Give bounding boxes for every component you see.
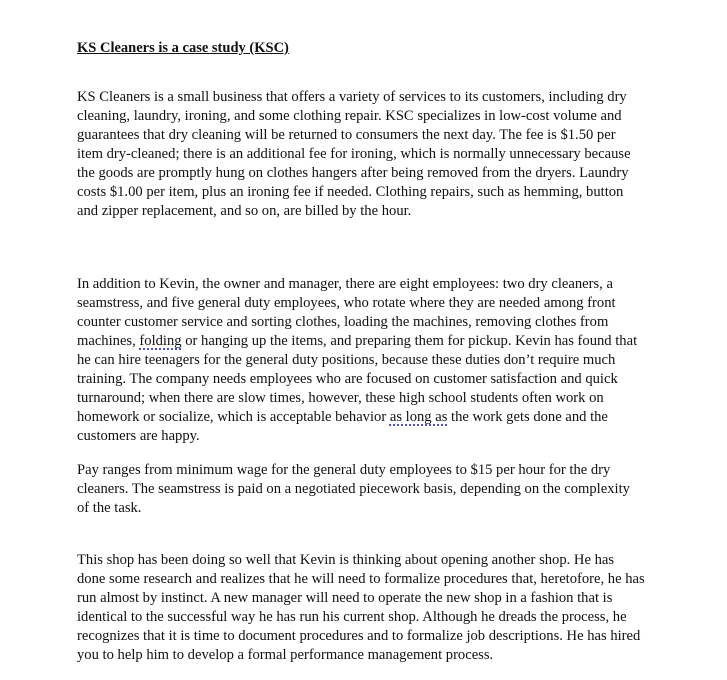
text-segment: customers are happy.	[77, 428, 200, 444]
text-segment: the work gets done and the	[447, 409, 608, 425]
text-line	[77, 499, 630, 518]
text-line	[77, 164, 631, 183]
text-line	[77, 313, 637, 332]
text-segment: counter customer service and sorting clothes, loading the machines, removing clothes from	[77, 314, 609, 330]
paragraph-expansion	[77, 551, 645, 665]
text-line	[77, 107, 631, 126]
text-segment: run almost by instinct. A new manager will need to operate the new shop in a fashion that is	[77, 590, 613, 606]
text-line	[77, 408, 637, 427]
document-title: KS Cleaners is a case study (KSC)	[77, 40, 289, 56]
text-line	[77, 480, 630, 499]
text-segment: turnaround; when there are slow times, however, these high school students often work on	[77, 390, 604, 406]
text-line	[77, 589, 645, 608]
text-line	[77, 427, 637, 446]
text-segment: and zipper replacement, and so on, are billed by the hour.	[77, 203, 412, 219]
text-segment: homework or socialize, which is acceptable behavior	[77, 409, 390, 425]
paragraph-employees	[77, 275, 637, 446]
text-line	[77, 570, 645, 589]
text-line	[77, 389, 637, 408]
spellcheck-flagged-text[interactable]: folding	[139, 333, 182, 349]
text-line	[77, 145, 631, 164]
text-line	[77, 608, 645, 627]
text-line	[77, 551, 645, 570]
text-line	[77, 275, 637, 294]
text-line	[77, 88, 631, 107]
text-segment: you to help him to develop a formal performance management process.	[77, 647, 494, 663]
text-segment: item dry-cleaned; there is an additional fee for ironing, which is normally unnecessary because	[77, 146, 631, 162]
text-segment: KS Cleaners is a small business that offers a variety of services to its customers, including dry	[77, 89, 627, 105]
spellcheck-flagged-text[interactable]: as long as	[389, 409, 448, 425]
paragraph-pay	[77, 461, 630, 518]
text-line	[77, 370, 637, 389]
text-segment: This shop has been doing so well that Kevin is thinking about opening another shop. He has	[77, 552, 615, 568]
text-line	[77, 351, 637, 370]
text-segment: recognizes that it is time to document procedures and to formalize job descriptions. He has hired	[77, 628, 641, 644]
text-segment: training. The company needs employees who are focused on customer satisfaction and quick	[77, 371, 618, 387]
text-segment: identical to the successful way he has run his current shop. Although he dreads the process, he	[77, 609, 627, 625]
text-segment: seamstress, and five general duty employees, who rotate where they are needed among front	[77, 295, 616, 311]
paragraph-services	[77, 88, 631, 221]
text-line	[77, 183, 631, 202]
text-line	[77, 294, 637, 313]
text-segment: cleaners. The seamstress is paid on a negotiated piecework basis, depending on the complexity	[77, 481, 630, 497]
text-line	[77, 646, 645, 665]
text-segment: he can hire teenagers for the general duty positions, because these duties don’t require much	[77, 352, 616, 368]
text-segment: In addition to Kevin, the owner and manager, there are eight employees: two dry cleaners, a	[77, 276, 613, 292]
text-line	[77, 126, 631, 145]
text-segment: machines,	[77, 333, 140, 349]
text-segment: guarantees that dry cleaning will be returned to consumers the next day. The fee is $1.50 per	[77, 127, 616, 143]
text-line	[77, 332, 637, 351]
text-segment: costs $1.00 per item, plus an ironing fee if needed. Clothing repairs, such as hemming, button	[77, 184, 624, 200]
text-segment: or hanging up the items, and preparing them for pickup. Kevin has found that	[181, 333, 638, 349]
text-segment: done some research and realizes that he will need to formalize procedures that, heretofore, he has	[77, 571, 645, 587]
text-line	[77, 202, 631, 221]
text-segment: of the task.	[77, 500, 142, 516]
text-segment: cleaning, laundry, ironing, and some clothing repair. KSC specializes in low-cost volume and	[77, 108, 622, 124]
text-segment: the goods are promptly hung on clothes hangers after being removed from the dryers. Laundry	[77, 165, 629, 181]
text-segment: Pay ranges from minimum wage for the general duty employees to $15 per hour for the dry	[77, 462, 611, 478]
text-line	[77, 627, 645, 646]
text-line	[77, 461, 630, 480]
